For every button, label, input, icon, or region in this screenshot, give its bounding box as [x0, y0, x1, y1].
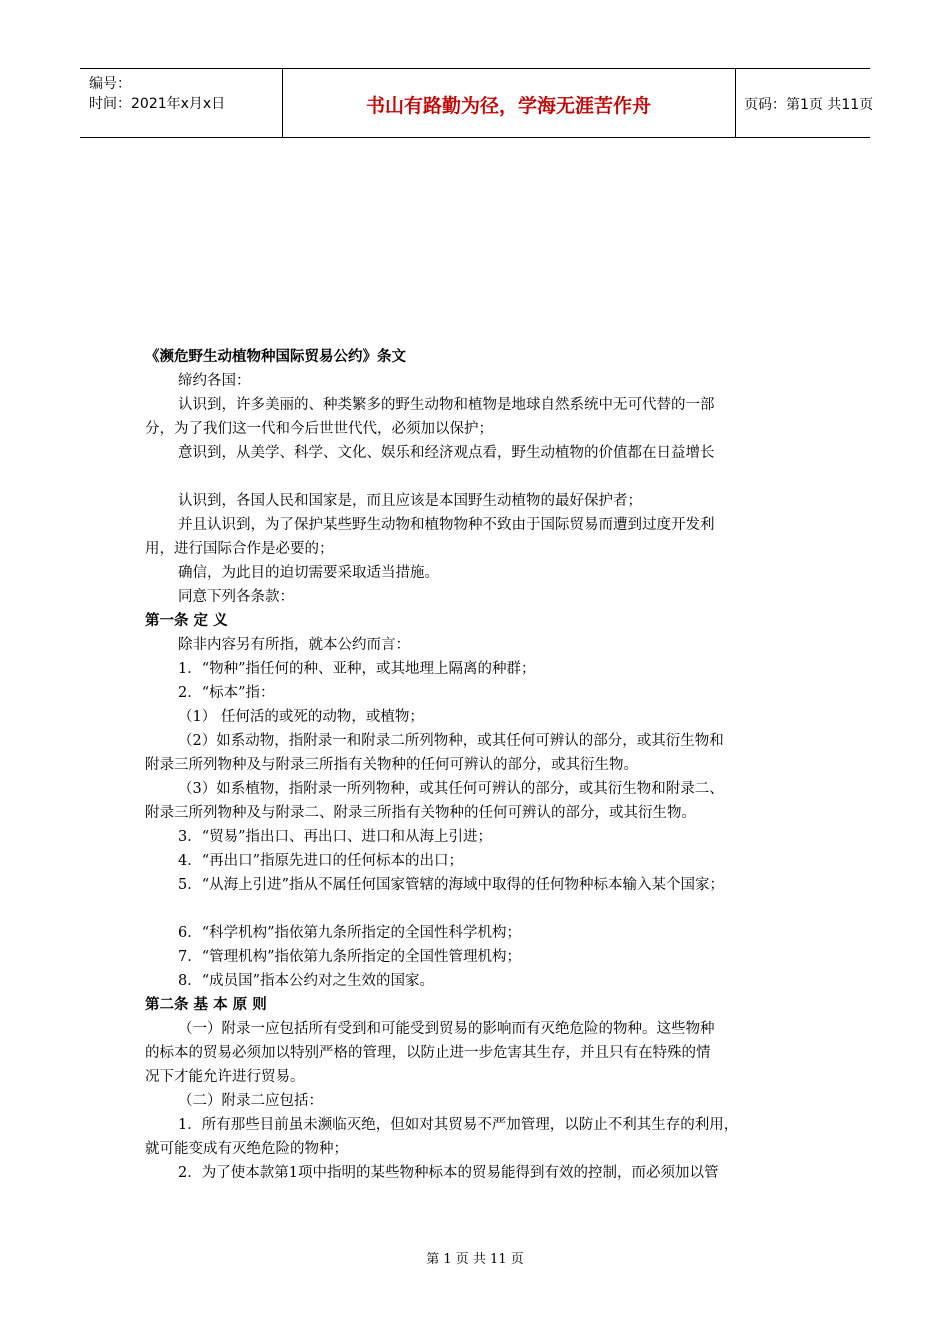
article-heading: 第一条 定 义 [145, 613, 228, 629]
body-line: 同意下列各条款： [178, 589, 294, 605]
body-line: （二）附录二应包括： [178, 1093, 323, 1109]
page-header [80, 68, 874, 138]
time-label: 时间：2021年x月x日 [89, 96, 226, 112]
body-line: 确信，为此目的迫切需要采取适当措施。 [178, 565, 439, 581]
body-line: 4．“再出口”指原先进口的任何标本的出口； [178, 853, 464, 869]
body-line: 分，为了我们这一代和今后世世代代，必须加以保护； [145, 421, 493, 437]
body-line: 缔约各国： [178, 373, 251, 389]
body-line: 2．“标本”指： [178, 685, 275, 701]
code-label: 编号： [89, 76, 131, 92]
body-line: 用，进行国际合作是必要的； [145, 541, 334, 557]
body-line: 2．为了使本款第1项中指明的某些物种标本的贸易能得到有效的控制，而必须加以管 [178, 1165, 719, 1181]
body-line: 认识到，许多美丽的、种类繁多的野生动物和植物是地球自然系统中无可代替的一部 [178, 397, 715, 413]
body-line: 5．“从海上引进”指从不属任何国家管辖的海域中取得的任何物种标本输入某个国家； [178, 877, 725, 893]
body-line: （3）如系植物，指附录一所列物种，或其任何可辨认的部分，或其衍生物和附录二、 [178, 781, 724, 797]
body-line: 6．“科学机构”指依第九条所指定的全国性科学机构； [178, 925, 522, 941]
body-line: 的标本的贸易必须加以特别严格的管理，以防止进一步危害其生存，并且只有在特殊的情 [145, 1045, 711, 1061]
body-line: 就可能变成有灭绝危险的物种； [145, 1141, 348, 1157]
body-line: 1．所有那些目前虽未濒临灭绝，但如对其贸易不严加管理，以防止不利其生存的利用， [178, 1117, 739, 1133]
body-line: 附录三所列物种及与附录二、附录三所指有关物种的任何可辨认的部分，或其衍生物。 [145, 805, 696, 821]
body-line: 意识到，从美学、科学、文化、娱乐和经济观点看，野生动植物的价值都在日益增长 [178, 445, 715, 461]
body-line: 1．“物种”指任何的种、亚种，或其地理上隔离的种群； [178, 661, 536, 677]
body-line: （1） 任何活的或死的动物，或植物； [178, 709, 424, 725]
page-footer: 第 1 页 共 11 页 [426, 1252, 524, 1267]
article-heading: 第二条 基 本 原 则 [145, 997, 267, 1013]
body-line: 况下才能允许进行贸易。 [145, 1069, 305, 1085]
motto: 书山有路勤为径，学海无涯苦作舟 [365, 95, 651, 117]
body-line: 7．“管理机构”指依第九条所指定的全国性管理机构； [178, 949, 522, 965]
header-left-cell [80, 69, 283, 137]
header-page-cell [735, 69, 874, 137]
body-line: （一）附录一应包括所有受到和可能受到贸易的影响而有灭绝危险的物种。这些物种 [178, 1021, 715, 1037]
body-line: 并且认识到，为了保护某些野生动物和植物物种不致由于国际贸易而遭到过度开发利 [178, 517, 715, 533]
document-title: 《濒危野生动植物种国际贸易公约》条文 [145, 349, 406, 365]
page-info: 页码：第1页 共11页 [744, 97, 874, 113]
body-line: （2）如系动物，指附录一和附录二所列物种，或其任何可辨认的部分，或其衍生物和 [178, 733, 724, 749]
body-line: 附录三所列物种及与附录三所指有关物种的任何可辨认的部分，或其衍生物。 [145, 757, 638, 773]
body-line: 8．“成员国”指本公约对之生效的国家。 [178, 973, 435, 989]
body-line: 认识到，各国人民和国家是，而且应该是本国野生动植物的最好保护者； [178, 493, 642, 509]
body-line: 3．“贸易”指出口、再出口、进口和从海上引进； [178, 829, 493, 845]
body-line: 除非内容另有所指，就本公约而言： [178, 637, 410, 653]
header-motto-cell [282, 69, 736, 137]
